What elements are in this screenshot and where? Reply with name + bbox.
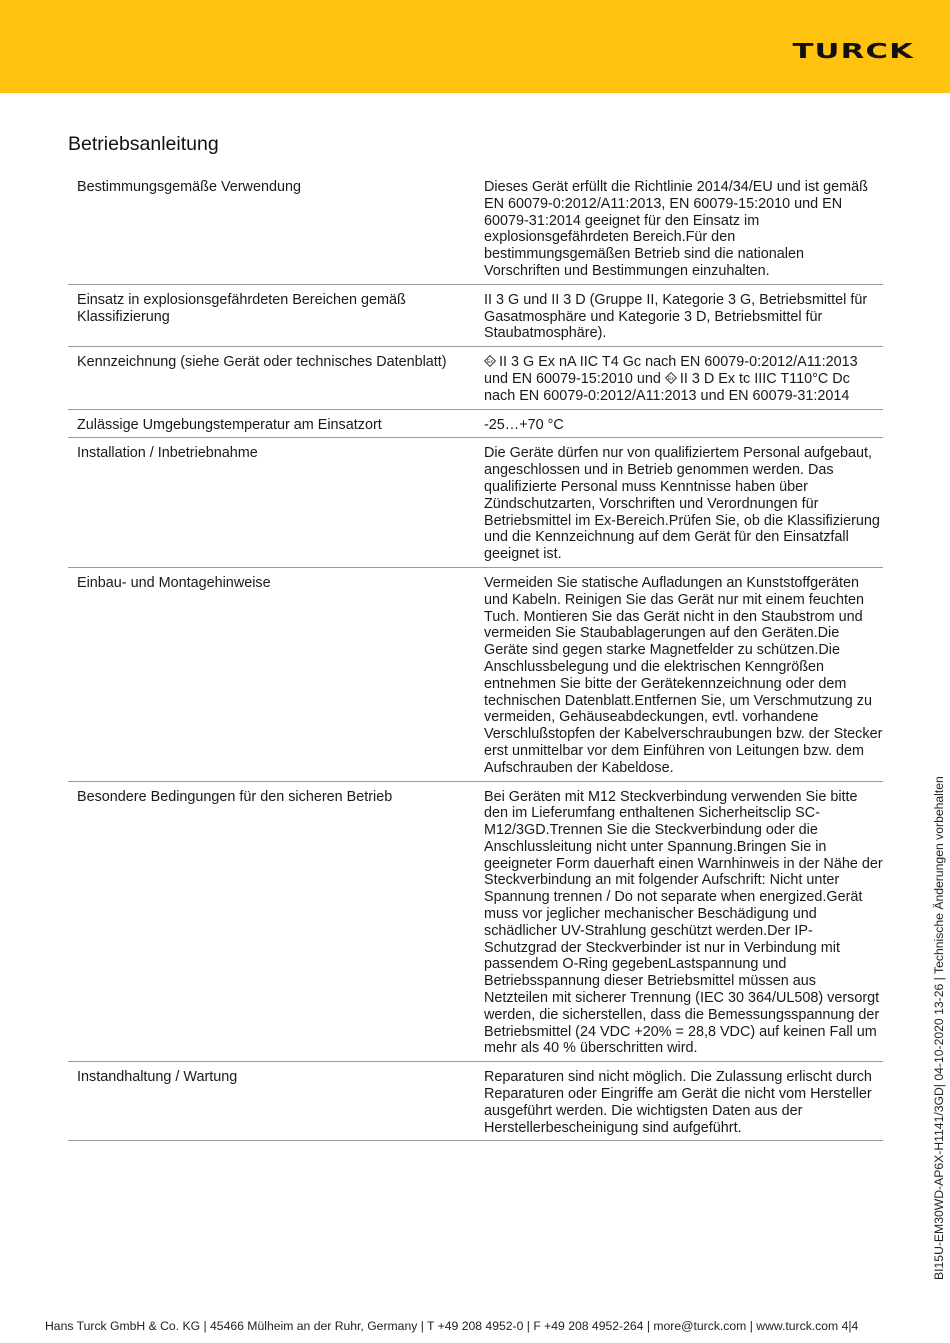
table-row xyxy=(68,782,883,1063)
table-row xyxy=(68,347,883,409)
row-value: Reparaturen sind nicht möglich. Die Zulassung erlischt durch Reparaturen oder Eingriffe am Gerät die nicht vom Hersteller ausgeführt werden. Die wichtigsten Daten aus der Herstellerbescheinigung sind aufgeführt. xyxy=(484,1069,872,1136)
svg-text:Ex: Ex xyxy=(487,358,493,365)
row-label: Bestimmungsgemäße Verwendung xyxy=(77,179,301,195)
row-label: Besondere Bedingungen für den sicheren Betrieb xyxy=(77,788,393,805)
header-band xyxy=(0,0,950,93)
row-value: Die Geräte dürfen nur von qualifiziertem Personal aufgebaut, angeschlossen und in Betrieb genommen werden. Das qualifizierte Personal muss Kenntnisse haben über Zündschutzarten, Vorschriften und Verordnungen für Betriebsmittel im Ex-Bereich.Prüfen Sie, ob die Klassifizierung und die Kennzeichnung auf dem Gerät für den Einsatzfall geeignet ist. xyxy=(484,445,880,563)
side-document-note: BI15U-EM30WD-AP6X-H1141/3GD| 04-10-2020 13-26 | Technische Änderungen vorbehalten xyxy=(932,776,946,1280)
ex-mark-icon xyxy=(665,372,677,384)
marking-text-gas: II 3 G Ex nA IIC T4 Gc nach EN 60079-0:2012/A11:2013 und EN 60079-15:2010 und xyxy=(484,354,858,387)
table-row xyxy=(68,285,883,347)
row-value: Vermeiden Sie statische Aufladungen an Kunststoffgeräten und Kabeln. Reinigen Sie das Gerät nur mit einem feuchten Tuch. Montieren Sie das Gerät nicht in den Staubstrom und vermeiden Sie Staubablagerungen auf den Geräten.Die Geräte sind gegen starke Magnetfelder zu schützen.Die Anschlussbelegung und die elektrischen Kenngrößen entnehmen Sie bitte der Gerätekennzeichnung oder dem technischen Datenblatt.Entfernen Sie, um Verschmutzung zu vermeiden, Gehäuseabdeckungen, evtl. vorhandene Verschlußstopfen der Kabelverschraubungen bzw. der Stecker erst unmittelbar vor dem Einführen von Leitungen bzw. dem Aufschrauben der Kabeldose. xyxy=(484,574,883,776)
ex-mark-icon xyxy=(484,355,496,367)
table-row xyxy=(68,1062,883,1141)
row-label: Zulässige Umgebungstemperatur am Einsatzort xyxy=(77,416,382,433)
row-value xyxy=(475,354,883,404)
spec-table xyxy=(68,177,883,1141)
table-row xyxy=(68,438,883,568)
row-label: Kennzeichnung (siehe Gerät oder technisches Datenblatt) xyxy=(77,354,447,371)
footer-contact: Hans Turck GmbH & Co. KG | 45466 Mülheim an der Ruhr, Germany | T +49 208 4952-0 | F +49 208 4952-264 | more@turck.com | www.turck.com 4|4 xyxy=(45,1319,859,1333)
row-value: II 3 G und II 3 D (Gruppe II, Kategorie 3 G, Betriebsmittel für Gasatmosphäre und Kategorie 3 D, Betriebsmittel für Staubatmosphäre). xyxy=(484,291,868,342)
row-value: Bei Geräten mit M12 Steckverbindung verwenden Sie bitte den im Lieferumfang enthaltenen Sicherheitsclip SC-M12/3GD.Trennen Sie die Steckverbindung oder die Anschlussleitung nicht unter Spannung.Bringen Sie in geeigneter Form dauerhaft einen Warnhinweis in der Nähe der Steckverbindung an mit folgender Aufschrift: Nicht unter Spannung trennen / Do not separate when energized.Gerät muss vor jeglicher mechanischer Beschädigung und schädlicher UV-Strahlung geschützt werden.Der IP-Schutzgrad der Steckverbinder ist nur in Verbindung mit passendem O-Ring gegebenLastspannung und Betriebsspannung dieser Betriebsmittel müssen aus Netzteilen mit sicherer Trennung (IEC 30 364/UL508) versorgt werden, die sicherstellen, dass die Bemessungsspannung der Betriebsmittel (24 VDC +20% = 28,8 VDC) auf keinen Fall um mehr als 40 % überschritten wird. xyxy=(484,788,883,1057)
row-label: Instandhaltung / Wartung xyxy=(77,1069,238,1086)
table-row xyxy=(68,568,883,782)
row-value: -25…+70 °C xyxy=(484,416,564,433)
row-value: Dieses Gerät erfüllt die Richtlinie 2014/34/EU und ist gemäß EN 60079-0:2012/A11:2013, EN 60079-15:2010 und EN 60079-31:2014 geeignet für den Einsatz im explosionsgefährdeten Bereich.Für den bestimmungsgemäßen Betrieb sind die nationalen Vorschriften und Bestimmungen einzuhalten. xyxy=(484,179,868,279)
page-title: Betriebsanleitung xyxy=(68,133,219,155)
table-row xyxy=(68,410,883,439)
row-label: Installation / Inbetriebnahme xyxy=(77,445,258,462)
marking-text-dust: II 3 D Ex tc IIIC T110°C Dc nach EN 60079-0:2012/A11:2013 und EN 60079-31:2014 xyxy=(484,370,850,404)
turck-logo: TURCK xyxy=(792,40,914,64)
row-label: Einsatz in explosionsgefährdeten Bereichen gemäß Klassifizierung xyxy=(77,291,406,325)
table-row xyxy=(68,177,883,285)
svg-text:Ex: Ex xyxy=(667,375,674,382)
row-label: Einbau- und Montagehinweise xyxy=(77,574,271,591)
